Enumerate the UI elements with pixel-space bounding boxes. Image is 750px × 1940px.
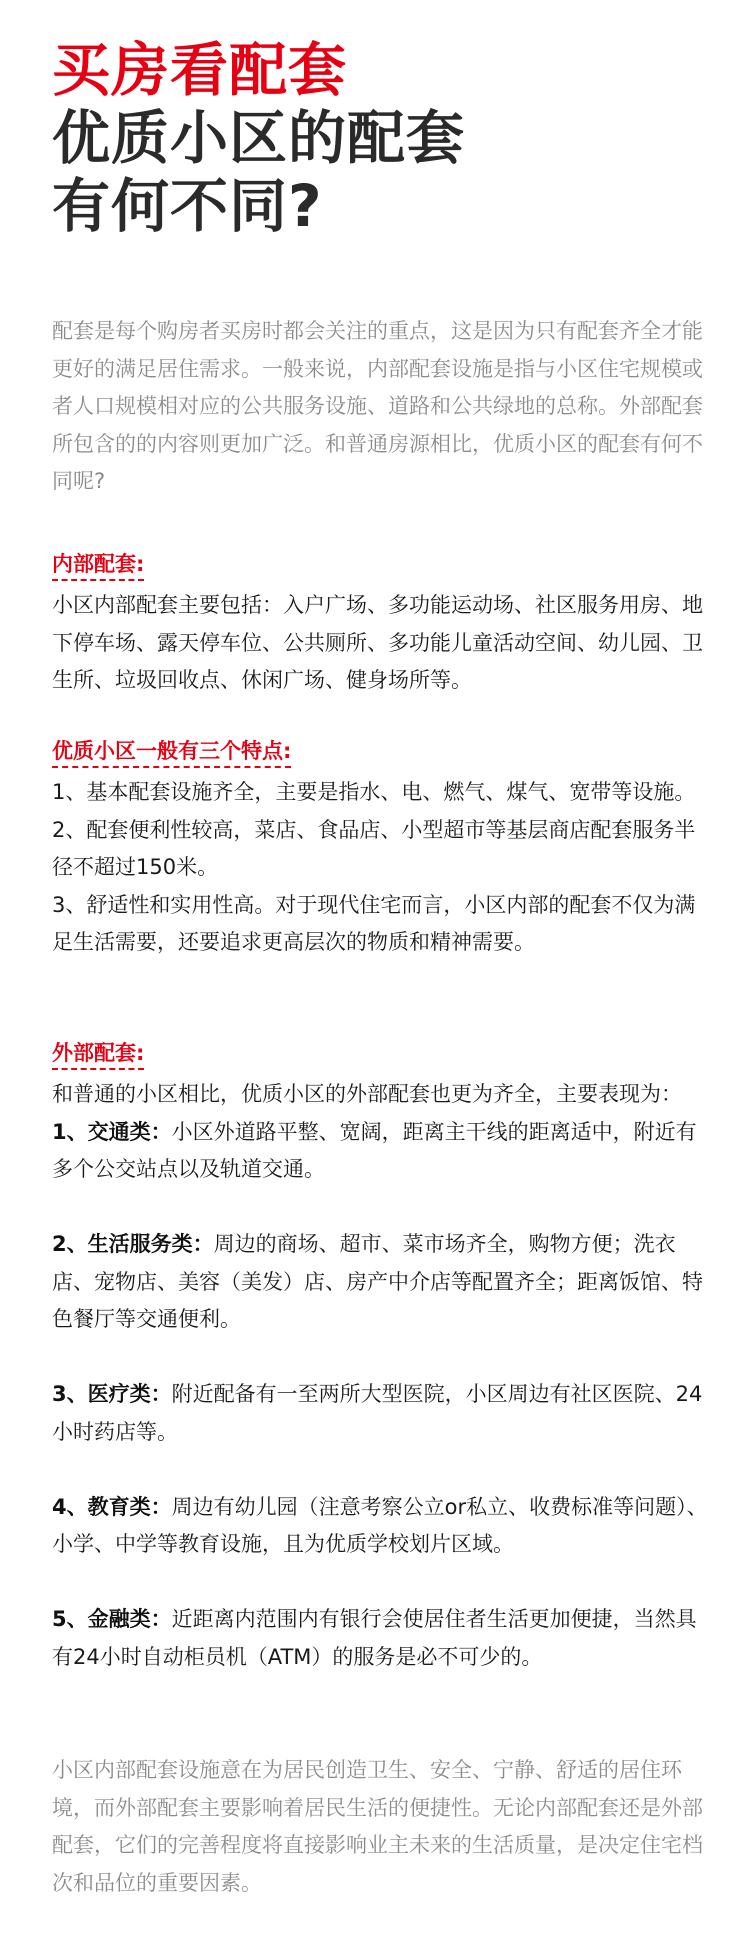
external-item-life-services [52, 1226, 712, 1339]
title-line-3: 有何不同? [52, 172, 323, 240]
page-title [52, 36, 465, 240]
features-heading: 优质小区一般有三个特点: [52, 736, 291, 768]
external-item-label: 2、生活服务类： [52, 1232, 214, 1256]
external-item-text: 周边的商场、超市、菜市场齐全，购物方便；洗衣店、宠物店、美容（美发）店、房产中介店等配置齐全；距离饭馆、特色餐厅等交通便利。 [52, 1232, 703, 1331]
external-item-finance [52, 1601, 712, 1676]
inner-facilities-text: 小区内部配套主要包括：入户广场、多功能运动场、社区服务用房、地下停车场、露天停车位、公共厕所、多功能儿童活动空间、幼儿园、卫生所、垃圾回收点、休闲广场、健身场所等。 [52, 593, 703, 692]
title-line-2: 优质小区的配套 [52, 104, 466, 172]
external-item-label: 1、交通类： [52, 1119, 172, 1144]
inner-facilities-section [52, 546, 712, 700]
intro-paragraph: 配套是每个购房者买房时都会关注的重点，这是因为只有配套齐全才能更好的满足居住需求。一般来说，内部配套设施是指与小区住宅规模或者人口规模相对应的公共服务设施、道路和公共绿地的总称。外部配套所包含的的内容则更加广泛。和普通房源相比，优质小区的配套有何不同呢? [52, 319, 703, 493]
closing-paragraph: 小区内部配套设施意在为居民创造卫生、安全、宁静、舒适的居住环境，而外部配套主要影响着居民生活的便捷性。无论内部配套还是外部配套，它们的完善程度将直接影响业主未来的生活质量，是决定住宅档次和品位的重要因素。 [52, 1758, 703, 1895]
external-facilities-section [52, 1035, 712, 1676]
feature-item: 1、基本配套设施齐全，主要是指水、电、燃气、煤气、宽带等设施。 [52, 780, 696, 804]
external-item-medical [52, 1376, 712, 1451]
external-item-label: 4、教育类： [52, 1494, 172, 1519]
external-item-text: 小区外道路平整、宽阔，距离主干线的距离适中，附近有多个公交站点以及轨道交通。 [52, 1119, 697, 1181]
external-item-education [52, 1489, 712, 1564]
feature-item: 2、配套便利性较高，菜店、食品店、小型超市等基层商店配套服务半径不超过150米。 [52, 817, 696, 879]
external-item-text: 近距离内范围内有银行会使居住者生活更加便捷，当然具有24小时自动柜员机（ATM）的服务是必不可少的。 [52, 1607, 697, 1669]
external-item-label: 3、医疗类： [52, 1382, 172, 1406]
external-item-transport [52, 1114, 712, 1189]
title-line-1: 买房看配套 [52, 36, 348, 104]
external-facilities-heading: 外部配套: [52, 1038, 144, 1070]
external-item-text: 附近配备有一至两所大型医院，小区周边有社区医院、24小时药店等。 [52, 1382, 703, 1444]
features-section [52, 733, 712, 962]
feature-item: 3、舒适性和实用性高。对于现代住宅而言，小区内部的配套不仅为满足生活需要，还要追求更高层次的物质和精神需要。 [52, 892, 696, 954]
external-item-label: 5、金融类： [52, 1607, 172, 1631]
external-item-text: 周边有幼儿园（注意考察公立or私立、收费标准等问题）、小学、中学等教育设施，且为优质学校划片区域。 [52, 1494, 708, 1556]
inner-facilities-heading: 内部配套: [52, 549, 144, 581]
external-facilities-intro: 和普通的小区相比，优质小区的外部配套也更为齐全，主要表现为： [52, 1082, 682, 1106]
